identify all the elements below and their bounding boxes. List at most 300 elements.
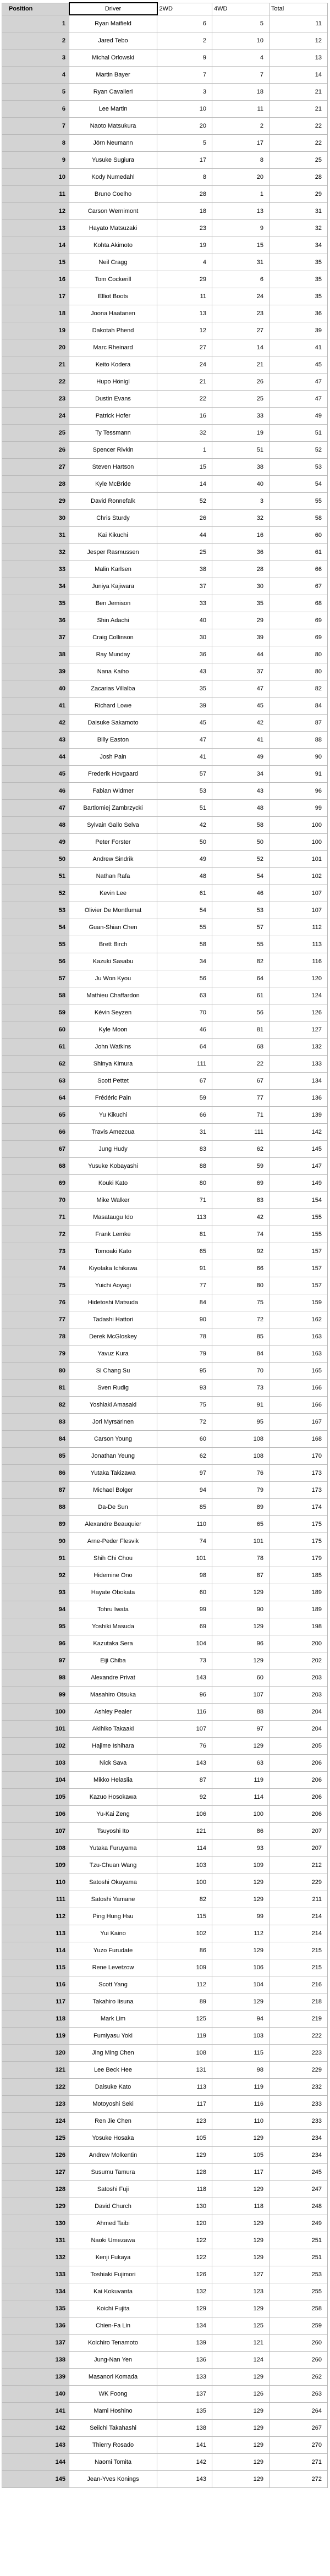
- 2wd-cell[interactable]: 32: [157, 424, 212, 441]
- position-cell[interactable]: 78: [2, 1328, 69, 1345]
- total-cell[interactable]: 167: [270, 1413, 328, 1430]
- total-cell[interactable]: 68: [270, 595, 328, 612]
- 2wd-cell[interactable]: 40: [157, 612, 212, 629]
- position-cell[interactable]: 131: [2, 2232, 69, 2249]
- position-cell[interactable]: 39: [2, 663, 69, 680]
- position-cell[interactable]: 124: [2, 2112, 69, 2129]
- 2wd-cell[interactable]: 25: [157, 543, 212, 561]
- total-cell[interactable]: 53: [270, 458, 328, 475]
- driver-cell[interactable]: Satoshi Yamane: [69, 1891, 157, 1908]
- 2wd-cell[interactable]: 8: [157, 168, 212, 185]
- driver-cell[interactable]: Da-De Sun: [69, 1498, 157, 1515]
- 4wd-cell[interactable]: 97: [212, 1720, 270, 1737]
- 4wd-cell[interactable]: 129: [212, 2129, 270, 2146]
- 4wd-cell[interactable]: 25: [212, 390, 270, 407]
- total-cell[interactable]: 259: [270, 2317, 328, 2334]
- 4wd-cell[interactable]: 11: [212, 100, 270, 117]
- total-cell[interactable]: 232: [270, 2078, 328, 2095]
- driver-cell[interactable]: Billy Easton: [69, 731, 157, 748]
- position-cell[interactable]: 84: [2, 1430, 69, 1447]
- 2wd-cell[interactable]: 64: [157, 1038, 212, 1055]
- position-cell[interactable]: 69: [2, 1174, 69, 1191]
- 4wd-cell[interactable]: 129: [212, 1993, 270, 2010]
- total-cell[interactable]: 204: [270, 1703, 328, 1720]
- driver-cell[interactable]: Jörn Neumann: [69, 134, 157, 151]
- 4wd-cell[interactable]: 74: [212, 1226, 270, 1243]
- driver-cell[interactable]: Naoto Matsukura: [69, 117, 157, 134]
- 4wd-cell[interactable]: 129: [212, 1584, 270, 1601]
- driver-cell[interactable]: Yuichi Aoyagi: [69, 1277, 157, 1294]
- 4wd-cell[interactable]: 75: [212, 1294, 270, 1311]
- total-cell[interactable]: 34: [270, 237, 328, 254]
- 2wd-cell[interactable]: 79: [157, 1345, 212, 1362]
- total-cell[interactable]: 251: [270, 2232, 328, 2249]
- 2wd-cell[interactable]: 71: [157, 1191, 212, 1209]
- 2wd-cell[interactable]: 36: [157, 646, 212, 663]
- total-cell[interactable]: 11: [270, 15, 328, 32]
- 4wd-cell[interactable]: 2: [212, 117, 270, 134]
- 4wd-cell[interactable]: 76: [212, 1464, 270, 1481]
- 2wd-cell[interactable]: 103: [157, 1857, 212, 1874]
- 4wd-cell[interactable]: 9: [212, 219, 270, 237]
- 2wd-cell[interactable]: 24: [157, 356, 212, 373]
- total-cell[interactable]: 21: [270, 83, 328, 100]
- position-cell[interactable]: 90: [2, 1533, 69, 1550]
- 2wd-cell[interactable]: 54: [157, 902, 212, 919]
- 4wd-cell[interactable]: 52: [212, 850, 270, 867]
- 4wd-cell[interactable]: 89: [212, 1498, 270, 1515]
- position-cell[interactable]: 140: [2, 2385, 69, 2402]
- position-cell[interactable]: 122: [2, 2078, 69, 2095]
- 2wd-cell[interactable]: 48: [157, 867, 212, 885]
- driver-cell[interactable]: Mathieu Chaffardon: [69, 987, 157, 1004]
- position-cell[interactable]: 91: [2, 1550, 69, 1567]
- driver-cell[interactable]: Sylvain Gallo Selva: [69, 816, 157, 833]
- total-cell[interactable]: 253: [270, 2266, 328, 2283]
- total-cell[interactable]: 55: [270, 492, 328, 509]
- driver-cell[interactable]: Fumiyasu Yoki: [69, 2027, 157, 2044]
- driver-cell[interactable]: Nana Kaiho: [69, 663, 157, 680]
- 2wd-cell[interactable]: 116: [157, 1703, 212, 1720]
- 4wd-cell[interactable]: 61: [212, 987, 270, 1004]
- driver-cell[interactable]: Frank Lemke: [69, 1226, 157, 1243]
- total-cell[interactable]: 112: [270, 919, 328, 936]
- 4wd-cell[interactable]: 115: [212, 2044, 270, 2061]
- total-cell[interactable]: 99: [270, 799, 328, 816]
- total-cell[interactable]: 179: [270, 1550, 328, 1567]
- 2wd-cell[interactable]: 44: [157, 526, 212, 543]
- total-cell[interactable]: 206: [270, 1771, 328, 1788]
- 4wd-cell[interactable]: 30: [212, 578, 270, 595]
- 2wd-cell[interactable]: 23: [157, 219, 212, 237]
- position-cell[interactable]: 120: [2, 2044, 69, 2061]
- driver-cell[interactable]: Jesper Rasmussen: [69, 543, 157, 561]
- driver-cell[interactable]: Daisuke Kato: [69, 2078, 157, 2095]
- 4wd-cell[interactable]: 44: [212, 646, 270, 663]
- total-cell[interactable]: 155: [270, 1226, 328, 1243]
- 4wd-cell[interactable]: 10: [212, 32, 270, 49]
- position-cell[interactable]: 107: [2, 1822, 69, 1839]
- 4wd-cell[interactable]: 123: [212, 2283, 270, 2300]
- position-cell[interactable]: 86: [2, 1464, 69, 1481]
- driver-cell[interactable]: Neil Cragg: [69, 254, 157, 271]
- position-cell[interactable]: 128: [2, 2180, 69, 2198]
- 4wd-cell[interactable]: 66: [212, 1260, 270, 1277]
- position-cell[interactable]: 54: [2, 919, 69, 936]
- position-cell[interactable]: 114: [2, 1942, 69, 1959]
- 2wd-cell[interactable]: 53: [157, 782, 212, 799]
- driver-cell[interactable]: Ping Hung Hsu: [69, 1908, 157, 1925]
- position-cell[interactable]: 110: [2, 1874, 69, 1891]
- driver-cell[interactable]: Ben Jemison: [69, 595, 157, 612]
- 2wd-cell[interactable]: 49: [157, 850, 212, 867]
- 2wd-cell[interactable]: 52: [157, 492, 212, 509]
- 2wd-cell[interactable]: 125: [157, 2010, 212, 2027]
- total-cell[interactable]: 29: [270, 185, 328, 202]
- 2wd-cell[interactable]: 59: [157, 1089, 212, 1106]
- 2wd-cell[interactable]: 102: [157, 1925, 212, 1942]
- position-cell[interactable]: 139: [2, 2368, 69, 2385]
- position-cell[interactable]: 126: [2, 2146, 69, 2163]
- 4wd-cell[interactable]: 22: [212, 1055, 270, 1072]
- driver-cell[interactable]: Kevin Lee: [69, 885, 157, 902]
- 2wd-cell[interactable]: 113: [157, 1209, 212, 1226]
- total-cell[interactable]: 204: [270, 1720, 328, 1737]
- total-cell[interactable]: 84: [270, 697, 328, 714]
- position-cell[interactable]: 5: [2, 83, 69, 100]
- 4wd-cell[interactable]: 129: [212, 2215, 270, 2232]
- 4wd-cell[interactable]: 47: [212, 680, 270, 697]
- total-cell[interactable]: 13: [270, 49, 328, 66]
- driver-cell[interactable]: Kyle McBride: [69, 475, 157, 492]
- 2wd-cell[interactable]: 143: [157, 2470, 212, 2487]
- 4wd-cell[interactable]: 87: [212, 1567, 270, 1584]
- 4wd-cell[interactable]: 42: [212, 1209, 270, 1226]
- driver-cell[interactable]: Yavuz Kura: [69, 1345, 157, 1362]
- total-cell[interactable]: 54: [270, 475, 328, 492]
- position-cell[interactable]: 51: [2, 867, 69, 885]
- 4wd-cell[interactable]: 91: [212, 1396, 270, 1413]
- total-cell[interactable]: 189: [270, 1584, 328, 1601]
- driver-cell[interactable]: Jonathan Yeung: [69, 1447, 157, 1464]
- 2wd-cell[interactable]: 88: [157, 1157, 212, 1174]
- position-cell[interactable]: 116: [2, 1976, 69, 1993]
- 2wd-cell[interactable]: 126: [157, 2266, 212, 2283]
- total-cell[interactable]: 157: [270, 1243, 328, 1260]
- position-cell[interactable]: 99: [2, 1686, 69, 1703]
- 4wd-cell[interactable]: 18: [212, 83, 270, 100]
- total-cell[interactable]: 116: [270, 953, 328, 970]
- 4wd-cell[interactable]: 1: [212, 185, 270, 202]
- 4wd-cell[interactable]: 127: [212, 2266, 270, 2283]
- total-cell[interactable]: 222: [270, 2027, 328, 2044]
- position-cell[interactable]: 16: [2, 271, 69, 288]
- driver-cell[interactable]: Hayate Obokata: [69, 1584, 157, 1601]
- 2wd-cell[interactable]: 141: [157, 2436, 212, 2453]
- driver-cell[interactable]: Koichi Fujita: [69, 2300, 157, 2317]
- driver-cell[interactable]: Sven Rudig: [69, 1379, 157, 1396]
- total-cell[interactable]: 255: [270, 2283, 328, 2300]
- total-cell[interactable]: 157: [270, 1277, 328, 1294]
- driver-cell[interactable]: Nathan Rafa: [69, 867, 157, 885]
- driver-cell[interactable]: Yu-Kai Zeng: [69, 1805, 157, 1822]
- position-cell[interactable]: 108: [2, 1839, 69, 1857]
- position-cell[interactable]: 117: [2, 1993, 69, 2010]
- total-cell[interactable]: 185: [270, 1567, 328, 1584]
- 2wd-cell[interactable]: 10: [157, 100, 212, 117]
- 4wd-cell[interactable]: 59: [212, 1157, 270, 1174]
- 2wd-cell[interactable]: 20: [157, 117, 212, 134]
- 4wd-cell[interactable]: 29: [212, 612, 270, 629]
- driver-cell[interactable]: Carson Young: [69, 1430, 157, 1447]
- 2wd-cell[interactable]: 27: [157, 339, 212, 356]
- position-cell[interactable]: 133: [2, 2266, 69, 2283]
- total-cell[interactable]: 271: [270, 2453, 328, 2470]
- driver-cell[interactable]: Hidetoshi Matsuda: [69, 1294, 157, 1311]
- 4wd-cell[interactable]: 100: [212, 1805, 270, 1822]
- 4wd-cell[interactable]: 7: [212, 66, 270, 83]
- total-cell[interactable]: 175: [270, 1533, 328, 1550]
- 4wd-cell[interactable]: 129: [212, 2232, 270, 2249]
- 2wd-cell[interactable]: 47: [157, 731, 212, 748]
- 2wd-cell[interactable]: 137: [157, 2385, 212, 2402]
- 2wd-cell[interactable]: 38: [157, 561, 212, 578]
- driver-cell[interactable]: Kazuki Sasabu: [69, 953, 157, 970]
- 2wd-cell[interactable]: 66: [157, 1106, 212, 1123]
- 4wd-cell[interactable]: 86: [212, 1822, 270, 1839]
- position-cell[interactable]: 50: [2, 850, 69, 867]
- total-cell[interactable]: 155: [270, 1209, 328, 1226]
- total-cell[interactable]: 126: [270, 1004, 328, 1021]
- 2wd-cell[interactable]: 61: [157, 885, 212, 902]
- 2wd-cell[interactable]: 11: [157, 288, 212, 305]
- position-cell[interactable]: 130: [2, 2215, 69, 2232]
- position-cell[interactable]: 4: [2, 66, 69, 83]
- total-cell[interactable]: 233: [270, 2095, 328, 2112]
- 4wd-cell[interactable]: 28: [212, 561, 270, 578]
- driver-cell[interactable]: Kai Kikuchi: [69, 526, 157, 543]
- 2wd-cell[interactable]: 135: [157, 2402, 212, 2419]
- total-cell[interactable]: 260: [270, 2334, 328, 2351]
- 4wd-cell[interactable]: 65: [212, 1515, 270, 1533]
- total-cell[interactable]: 211: [270, 1891, 328, 1908]
- total-cell[interactable]: 198: [270, 1618, 328, 1635]
- 2wd-cell[interactable]: 22: [157, 390, 212, 407]
- total-cell[interactable]: 69: [270, 629, 328, 646]
- driver-cell[interactable]: Carson Wernimont: [69, 202, 157, 219]
- position-cell[interactable]: 57: [2, 970, 69, 987]
- 2wd-cell[interactable]: 17: [157, 151, 212, 168]
- position-cell[interactable]: 138: [2, 2351, 69, 2368]
- driver-cell[interactable]: Lee Martin: [69, 100, 157, 117]
- 4wd-cell[interactable]: 124: [212, 2351, 270, 2368]
- 2wd-cell[interactable]: 115: [157, 1908, 212, 1925]
- 2wd-cell[interactable]: 117: [157, 2095, 212, 2112]
- 4wd-cell[interactable]: 111: [212, 1123, 270, 1140]
- position-cell[interactable]: 24: [2, 407, 69, 424]
- position-cell[interactable]: 98: [2, 1669, 69, 1686]
- total-cell[interactable]: 134: [270, 1072, 328, 1089]
- position-cell[interactable]: 53: [2, 902, 69, 919]
- position-cell[interactable]: 48: [2, 816, 69, 833]
- position-cell[interactable]: 13: [2, 219, 69, 237]
- 4wd-cell[interactable]: 55: [212, 936, 270, 953]
- driver-cell[interactable]: Yosuke Hosaka: [69, 2129, 157, 2146]
- 4wd-cell[interactable]: 108: [212, 1430, 270, 1447]
- 4wd-cell[interactable]: 119: [212, 2078, 270, 2095]
- position-cell[interactable]: 94: [2, 1601, 69, 1618]
- total-cell[interactable]: 159: [270, 1294, 328, 1311]
- 4wd-cell[interactable]: 56: [212, 1004, 270, 1021]
- 4wd-cell[interactable]: 114: [212, 1788, 270, 1805]
- total-cell[interactable]: 61: [270, 543, 328, 561]
- 4wd-cell[interactable]: 129: [212, 2470, 270, 2487]
- position-cell[interactable]: 93: [2, 1584, 69, 1601]
- driver-cell[interactable]: Michal Orlowski: [69, 49, 157, 66]
- position-cell[interactable]: 145: [2, 2470, 69, 2487]
- position-cell[interactable]: 32: [2, 543, 69, 561]
- driver-cell[interactable]: Nick Sava: [69, 1754, 157, 1771]
- 4wd-cell[interactable]: 57: [212, 919, 270, 936]
- 2wd-cell[interactable]: 101: [157, 1550, 212, 1567]
- total-cell[interactable]: 166: [270, 1396, 328, 1413]
- total-cell[interactable]: 219: [270, 2010, 328, 2027]
- 4wd-cell[interactable]: 129: [212, 1891, 270, 1908]
- total-cell[interactable]: 133: [270, 1055, 328, 1072]
- 2wd-cell[interactable]: 29: [157, 271, 212, 288]
- 2wd-cell[interactable]: 69: [157, 1618, 212, 1635]
- 2wd-cell[interactable]: 136: [157, 2351, 212, 2368]
- 4wd-cell[interactable]: 129: [212, 2402, 270, 2419]
- driver-cell[interactable]: Yusuke Kobayashi: [69, 1157, 157, 1174]
- total-cell[interactable]: 52: [270, 441, 328, 458]
- total-cell[interactable]: 206: [270, 1788, 328, 1805]
- driver-cell[interactable]: Dakotah Phend: [69, 322, 157, 339]
- total-cell[interactable]: 21: [270, 100, 328, 117]
- driver-cell[interactable]: Kenji Fukaya: [69, 2249, 157, 2266]
- 2wd-cell[interactable]: 51: [157, 799, 212, 816]
- total-cell[interactable]: 229: [270, 2061, 328, 2078]
- driver-cell[interactable]: Eiji Chiba: [69, 1652, 157, 1669]
- total-cell[interactable]: 166: [270, 1379, 328, 1396]
- total-cell[interactable]: 96: [270, 782, 328, 799]
- 4wd-cell[interactable]: 38: [212, 458, 270, 475]
- 2wd-cell[interactable]: 73: [157, 1652, 212, 1669]
- 2wd-cell[interactable]: 5: [157, 134, 212, 151]
- 2wd-cell[interactable]: 87: [157, 1771, 212, 1788]
- driver-cell[interactable]: Kazuo Hosokawa: [69, 1788, 157, 1805]
- total-cell[interactable]: 66: [270, 561, 328, 578]
- driver-cell[interactable]: Yu Kikuchi: [69, 1106, 157, 1123]
- 4wd-cell[interactable]: 129: [212, 2419, 270, 2436]
- position-cell[interactable]: 23: [2, 390, 69, 407]
- driver-cell[interactable]: Fabian Widmer: [69, 782, 157, 799]
- total-cell[interactable]: 163: [270, 1345, 328, 1362]
- 2wd-cell[interactable]: 6: [157, 15, 212, 32]
- total-cell[interactable]: 251: [270, 2249, 328, 2266]
- 4wd-cell[interactable]: 5: [212, 15, 270, 32]
- position-cell[interactable]: 118: [2, 2010, 69, 2027]
- 2wd-cell[interactable]: 58: [157, 936, 212, 953]
- 4wd-cell[interactable]: 95: [212, 1413, 270, 1430]
- 2wd-cell[interactable]: 122: [157, 2249, 212, 2266]
- 4wd-cell[interactable]: 81: [212, 1021, 270, 1038]
- 2wd-cell[interactable]: 50: [157, 833, 212, 850]
- position-cell[interactable]: 56: [2, 953, 69, 970]
- position-cell[interactable]: 22: [2, 373, 69, 390]
- 2wd-cell[interactable]: 37: [157, 578, 212, 595]
- 4wd-cell[interactable]: 93: [212, 1839, 270, 1857]
- position-cell[interactable]: 17: [2, 288, 69, 305]
- 4wd-cell[interactable]: 80: [212, 1277, 270, 1294]
- driver-cell[interactable]: Kouki Kato: [69, 1174, 157, 1191]
- total-cell[interactable]: 267: [270, 2419, 328, 2436]
- position-cell[interactable]: 27: [2, 458, 69, 475]
- driver-cell[interactable]: Scott Yang: [69, 1976, 157, 1993]
- 4wd-cell[interactable]: 129: [212, 2453, 270, 2470]
- 4wd-cell[interactable]: 31: [212, 254, 270, 271]
- driver-cell[interactable]: Malin Karlsen: [69, 561, 157, 578]
- 4wd-cell[interactable]: 85: [212, 1328, 270, 1345]
- 4wd-cell[interactable]: 78: [212, 1550, 270, 1567]
- 2wd-cell[interactable]: 2: [157, 32, 212, 49]
- total-cell[interactable]: 168: [270, 1430, 328, 1447]
- 2wd-cell[interactable]: 105: [157, 2129, 212, 2146]
- 2wd-cell[interactable]: 106: [157, 1805, 212, 1822]
- 4wd-cell[interactable]: 36: [212, 543, 270, 561]
- 4wd-cell[interactable]: 125: [212, 2317, 270, 2334]
- 4wd-cell[interactable]: 99: [212, 1908, 270, 1925]
- driver-cell[interactable]: Mike Walker: [69, 1191, 157, 1209]
- 4wd-cell[interactable]: 64: [212, 970, 270, 987]
- 2wd-cell[interactable]: 121: [157, 1822, 212, 1839]
- 2wd-cell[interactable]: 78: [157, 1328, 212, 1345]
- driver-cell[interactable]: Tzu-Chuan Wang: [69, 1857, 157, 1874]
- driver-cell[interactable]: Satoshi Fuji: [69, 2180, 157, 2198]
- position-cell[interactable]: 71: [2, 1209, 69, 1226]
- 4wd-cell[interactable]: 77: [212, 1089, 270, 1106]
- 4wd-cell[interactable]: 71: [212, 1106, 270, 1123]
- position-cell[interactable]: 9: [2, 151, 69, 168]
- 2wd-cell[interactable]: 72: [157, 1413, 212, 1430]
- 4wd-cell[interactable]: 58: [212, 816, 270, 833]
- 2wd-cell[interactable]: 84: [157, 1294, 212, 1311]
- 4wd-cell[interactable]: 27: [212, 322, 270, 339]
- 4wd-cell[interactable]: 62: [212, 1140, 270, 1157]
- total-cell[interactable]: 203: [270, 1669, 328, 1686]
- driver-cell[interactable]: Masanori Komada: [69, 2368, 157, 2385]
- 4wd-cell[interactable]: 53: [212, 902, 270, 919]
- 2wd-cell[interactable]: 132: [157, 2283, 212, 2300]
- driver-cell[interactable]: Seiichi Takahashi: [69, 2419, 157, 2436]
- 2wd-cell[interactable]: 28: [157, 185, 212, 202]
- total-cell[interactable]: 107: [270, 902, 328, 919]
- driver-cell[interactable]: Motoyoshi Seki: [69, 2095, 157, 2112]
- 2wd-cell[interactable]: 46: [157, 1021, 212, 1038]
- total-cell[interactable]: 157: [270, 1260, 328, 1277]
- total-cell[interactable]: 28: [270, 168, 328, 185]
- 2wd-cell[interactable]: 43: [157, 663, 212, 680]
- position-cell[interactable]: 55: [2, 936, 69, 953]
- position-cell[interactable]: 10: [2, 168, 69, 185]
- total-cell[interactable]: 218: [270, 1993, 328, 2010]
- total-cell[interactable]: 142: [270, 1123, 328, 1140]
- driver-cell[interactable]: Tsuyoshi Ito: [69, 1822, 157, 1839]
- driver-cell[interactable]: Daisuke Sakamoto: [69, 714, 157, 731]
- 2wd-cell[interactable]: 81: [157, 1226, 212, 1243]
- 2wd-cell[interactable]: 67: [157, 1072, 212, 1089]
- total-cell[interactable]: 51: [270, 424, 328, 441]
